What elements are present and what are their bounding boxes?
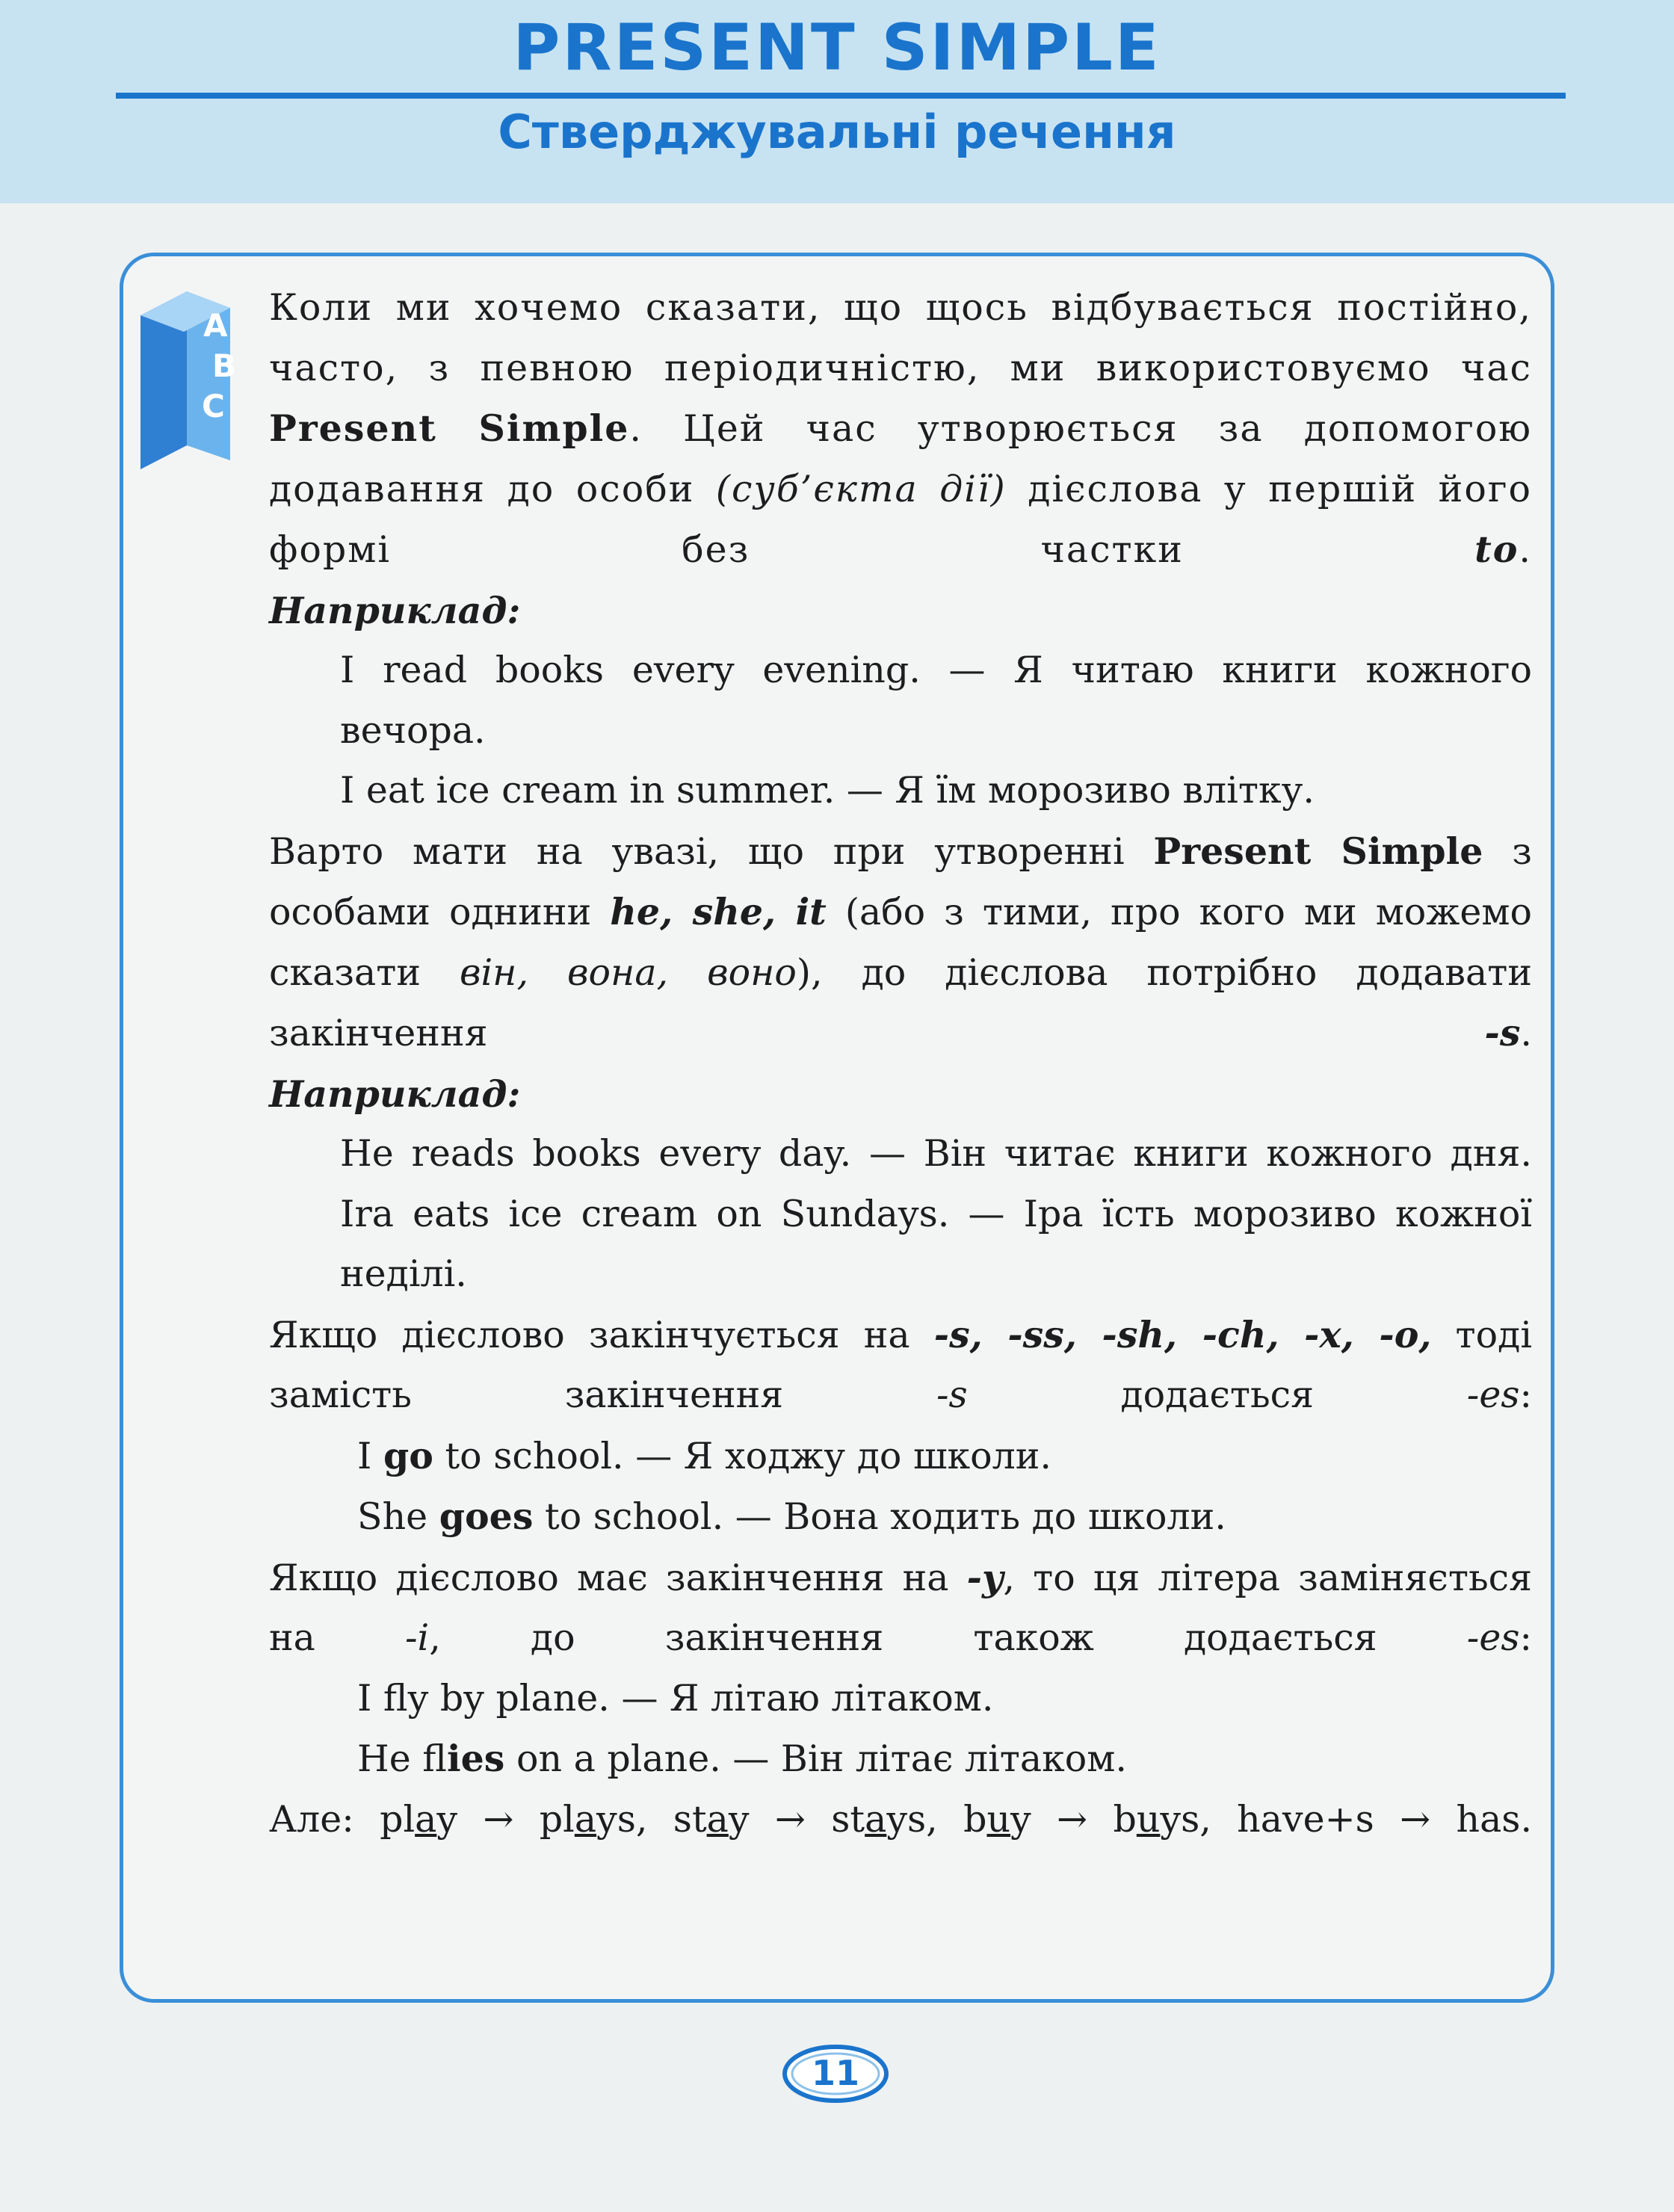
- abc-book-icon: [135, 285, 269, 472]
- page-title: PRESENT SIMPLE: [513, 10, 1161, 85]
- y-ending-rule: Якщо дієслово має закінчення на -y, то ця літера заміняється на -i, до закінчення також додається -es:: [269, 1555, 1532, 1659]
- example-sentence: I fly by plane. — Я літаю літаком.: [357, 1676, 994, 1720]
- third-person-rule: Варто мати на увазі, що при утворенні Present Simple з особами однини he, she, it (або з тими, про кого ми можемо сказати він, вона, воно), до дієслова потрібно додавати закінчення -s.: [269, 829, 1532, 1054]
- example-sentence: I read books every evening. — Я читаю книги кожного вечора.: [340, 649, 1532, 752]
- example-sentence: He flies on a plane. — Він літає літаком.: [357, 1737, 1127, 1780]
- es-ending-rule: Якщо дієслово закінчується на -s, -ss, -sh, -ch, -x, -o, тоді замість закінчення -s додається -es:: [269, 1312, 1533, 1416]
- example-label: Наприклад:: [269, 1072, 521, 1116]
- page-subtitle: Стверджувальні речення: [498, 105, 1176, 159]
- intro-paragraph: Коли ми хочемо сказати, що щось відбувається постійно, часто, з певною періодичністю, ми використовуємо час Present Simple. Цей час утворюється за допомогою додавання до особи (суб’єкта дії) дієслова у першій його формі без частки to.: [269, 286, 1532, 571]
- spelling-exceptions: Але: play → plays, stay → stays, buy → buys, have+s → has.: [269, 1797, 1533, 1841]
- abc-letter-c: C: [202, 388, 225, 424]
- rule-content: [269, 278, 1532, 1850]
- page-number: 11: [811, 2053, 859, 2093]
- example-sentence: He reads books every day. — Він читає книги кожного дня.: [340, 1132, 1532, 1175]
- example-sentence: She goes to school. — Вона ходить до школи.: [357, 1495, 1226, 1538]
- example-sentence: Ira eats ice cream on Sundays. — Іра їсть морозиво кожної неділі.: [340, 1192, 1532, 1295]
- example-label: Наприклад:: [269, 588, 521, 632]
- abc-letter-b: B: [212, 347, 237, 384]
- title-divider: [116, 93, 1566, 99]
- example-sentence: I eat ice cream in summer. — Я їм морозиво влітку.: [340, 769, 1315, 812]
- abc-letter-a: A: [203, 307, 228, 344]
- example-sentence: I go to school. — Я ходжу до школи.: [357, 1433, 1052, 1477]
